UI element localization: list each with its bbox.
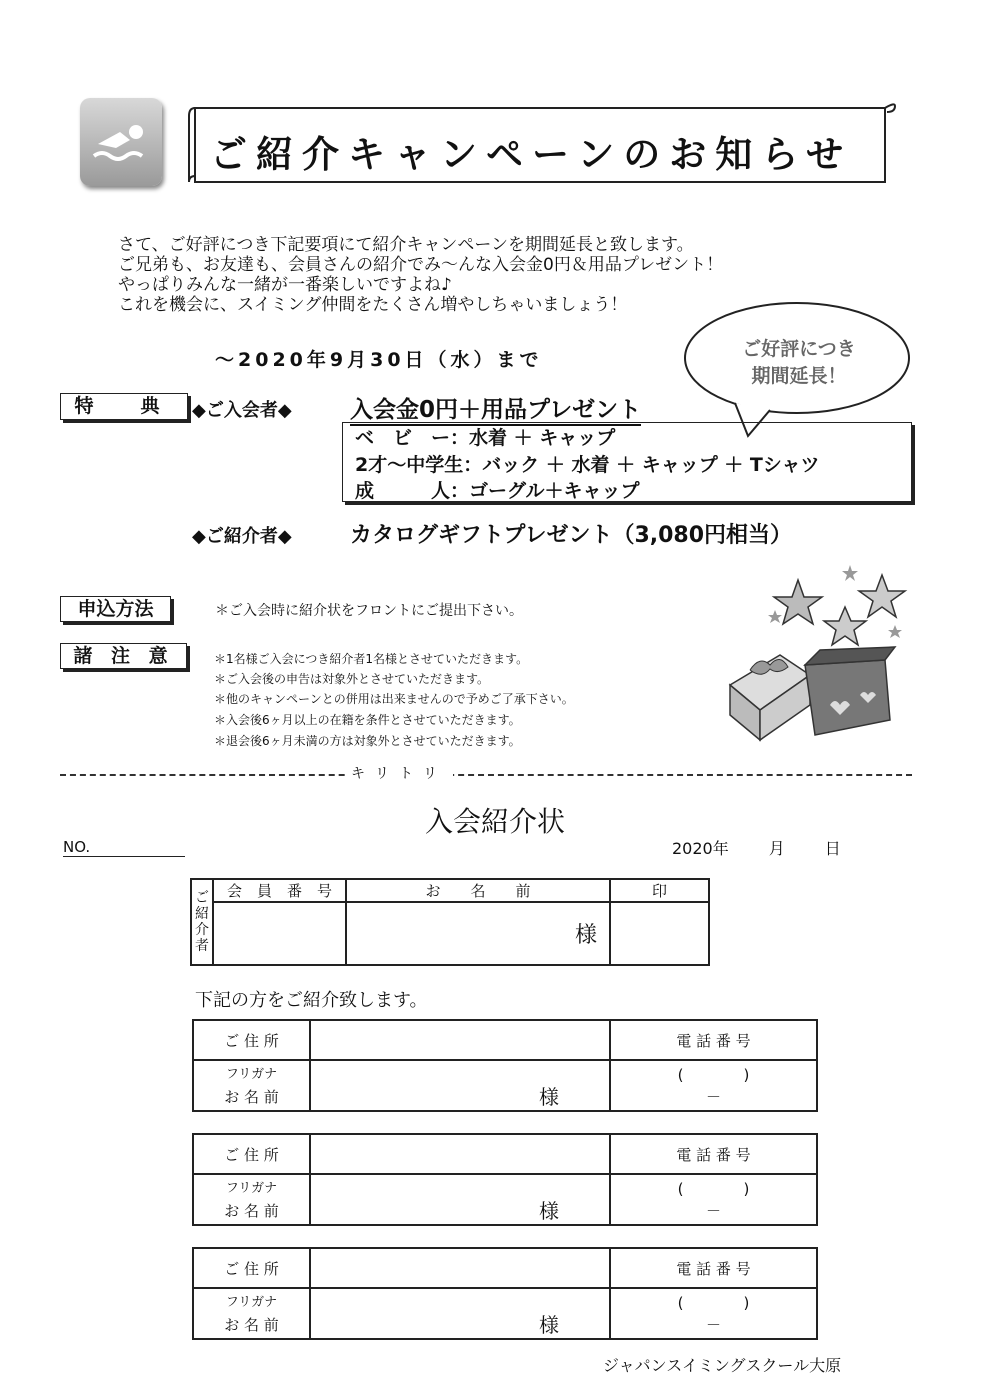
phone-cell[interactable] [610,1060,817,1111]
contact-table [192,1019,818,1112]
benefit-row [355,476,639,503]
intro-line: やっぱりみんな一緒が一番楽しいですよね♪ [118,275,452,295]
name-header: お 名 前 [346,879,610,902]
honorific: 様 [539,1313,559,1337]
gift-box-illustration [720,555,920,745]
address-label: ご 住 所 [193,1020,310,1060]
campaign-deadline: ～2020年9月30日（水）まで [215,349,543,371]
furigana-label: フリガナ [225,1294,278,1310]
swimmer-icon [80,98,162,186]
benefit-who: ベ ビ ー [355,427,451,449]
benefit-row [355,423,615,450]
furigana-label: フリガナ [225,1180,278,1196]
benefit-gift: ：水着 ＋ キャップ [450,427,616,449]
honorific: 様 [539,1199,559,1223]
side-char: ご [195,890,209,906]
phone-paren: ( ) [677,1179,750,1198]
benefit-row [355,450,820,477]
date-year: 2020年 [672,839,729,858]
seal-cell[interactable] [610,902,709,965]
referrer-side-label [191,879,213,965]
form-number-label: NO. [63,838,91,856]
contact-table [192,1133,818,1226]
school-name: ジャパンスイミングスクール大原 [603,1356,842,1375]
name-cell[interactable] [310,1060,610,1111]
bubble-text [704,336,894,390]
cut-label: キリトリ [345,763,453,783]
referrer-table [190,878,710,966]
application-label: 申込方法 [60,596,171,622]
side-char: 者 [195,938,209,954]
name-labels [193,1288,310,1339]
intro-line: さて、ご好評につき下記要項にて紹介キャンペーンを期間延長と致します。 [118,235,694,255]
referrer-heading: ◆ご紹介者◆ [192,526,292,547]
name-label: お 名 前 [224,1087,279,1106]
furigana-label: フリガナ [225,1066,278,1082]
phone-dash: － [705,1315,721,1334]
intro-text [118,235,723,315]
benefits-label: 特 典 [60,393,188,420]
phone-cell[interactable] [610,1288,817,1339]
bubble-line: ご好評につき [742,338,856,360]
note-item: ＊1名様ご入会につき紹介者1名様とさせていただきます。 [214,652,529,666]
phone-paren: ( ) [677,1293,750,1312]
address-cell[interactable] [310,1248,610,1288]
date-day: 日 [824,839,841,858]
referrer-name-cell[interactable] [346,902,610,965]
form-date [672,836,841,859]
phone-cell[interactable] [610,1174,817,1225]
name-cell[interactable] [310,1174,610,1225]
date-month: 月 [768,839,785,858]
note-item: ＊他のキャンペーンとの併用は出来ませんので予めご了承下さい。 [214,692,574,706]
benefit-gift: ：ゴーグル＋キャップ [450,480,640,502]
bubble-line: 期間延長！ [751,365,847,387]
seal-header: 印 [610,879,709,902]
new-member-heading: ◆ご入会者◆ [192,400,292,421]
side-char: 紹 [195,906,209,922]
phone-dash: － [705,1201,721,1220]
note-item: ＊退会後6ヶ月未満の方は対象外とさせていただきます。 [214,734,521,748]
side-char: 介 [195,922,209,938]
phone-label: 電 話 番 号 [610,1134,817,1174]
form-title: 入会紹介状 [424,805,565,838]
address-cell[interactable] [310,1134,610,1174]
honorific: 様 [539,1085,559,1109]
address-label: ご 住 所 [193,1134,310,1174]
form-number-field[interactable] [63,838,185,857]
contact-table [192,1247,818,1340]
intro-line: これを機会に、スイミング仲間をたくさん増やしちゃいましょう！ [118,295,628,315]
note-item: ＊入会後6ヶ月以上の在籍を条件とさせていただきます。 [214,713,521,727]
note-item: ＊ご入会後の申告は対象外とさせていただきます。 [214,672,490,686]
page-title: ご紹介キャンペーンのお知らせ [210,133,853,176]
phone-paren: ( ) [677,1065,750,1084]
intro-line: ご兄弟も、お友達も、会員さんの紹介でみ～んな入会金0円＆用品プレゼント！ [118,255,724,275]
form-intro-line: 下記の方をご紹介致します。 [195,990,428,1011]
benefit-who: 2才～中学生 [355,454,464,476]
address-label: ご 住 所 [193,1248,310,1288]
name-labels [193,1060,310,1111]
cut-line [60,774,912,776]
phone-label: 電 話 番 号 [610,1020,817,1060]
name-cell[interactable] [310,1288,610,1339]
benefit-gift: ：バック ＋ 水着 ＋ キャップ ＋ Tシャツ [463,454,820,476]
honorific: 様 [574,923,597,948]
name-label: お 名 前 [224,1315,279,1334]
name-labels [193,1174,310,1225]
new-member-offer: 入会金0円＋用品プレゼント [350,391,641,426]
member-number-header: 会 員 番 号 [213,879,346,902]
benefit-who: 成 人 [355,480,451,502]
referrer-offer: カタログギフトプレゼント（3,080円相当） [350,523,793,548]
phone-label: 電 話 番 号 [610,1248,817,1288]
member-number-cell[interactable] [213,902,346,965]
phone-dash: － [705,1087,721,1106]
notes-label: 諸 注 意 [60,643,187,669]
name-label: お 名 前 [224,1201,279,1220]
address-cell[interactable] [310,1020,610,1060]
application-text: ＊ご入会時に紹介状をフロントにご提出下さい。 [215,603,523,619]
